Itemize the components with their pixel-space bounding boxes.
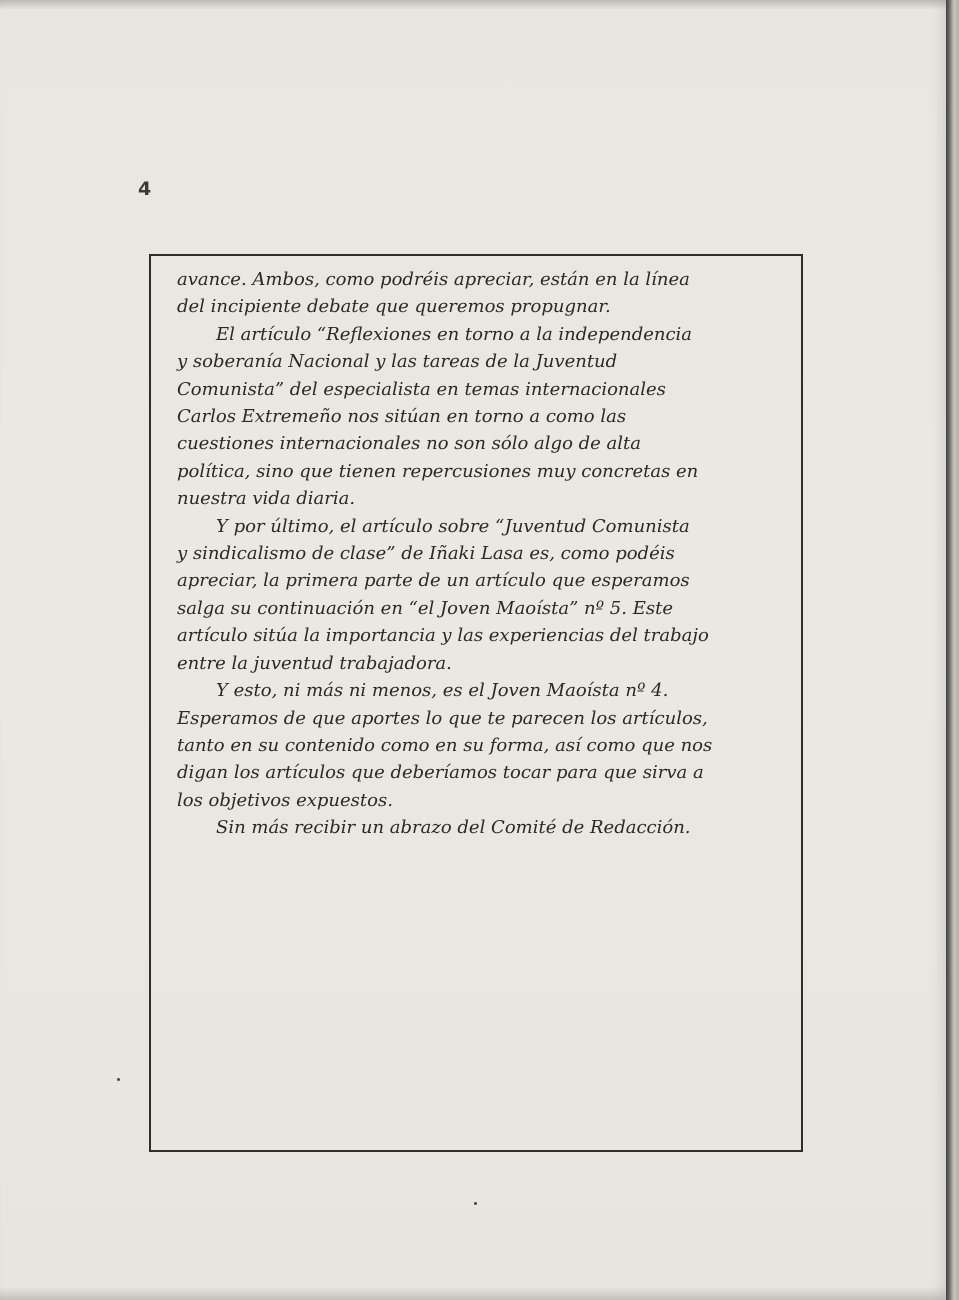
text-line: avance. Ambos, como podréis apreciar, están en la línea xyxy=(177,269,690,290)
text-line: política, sino que tienen repercusiones muy concretas en xyxy=(177,460,699,482)
text-line: Comunista” del especialista en temas internacionales xyxy=(177,378,666,400)
body-text xyxy=(177,266,777,842)
page-number: 4 xyxy=(138,178,152,200)
text-line: los objetivos expuestos. xyxy=(177,789,393,811)
text-line: Carlos Extremeño nos sitúan en torno a como las xyxy=(177,406,627,428)
paper-speck xyxy=(474,1202,477,1205)
text-line: El artículo “Reflexiones en torno a la independencia xyxy=(216,323,693,345)
adjacent-page-edge xyxy=(946,0,959,1300)
text-line: digan los artículos que deberíamos tocar para que sirva a xyxy=(177,762,704,784)
text-line: apreciar, la primera parte de un artículo que esperamos xyxy=(177,570,690,592)
text-line: artículo sitúa la importancia y las experiencias del trabajo xyxy=(177,625,709,647)
text-line: y soberanía Nacional y las tareas de la Juventud xyxy=(177,351,618,373)
text-line: Esperamos de que aportes lo que te parecen los artículos, xyxy=(177,707,708,729)
text-line: tanto en su contenido como en su forma, así como que nos xyxy=(177,734,713,756)
text-line: nuestra vida diaria. xyxy=(177,488,356,510)
text-line: del incipiente debate que queremos propugnar. xyxy=(177,296,611,318)
text-line: cuestiones internacionales no son sólo algo de alta xyxy=(177,433,641,455)
text-line: salga su continuación en “el Joven Maoísta” nº 5. Este xyxy=(177,597,673,619)
page-top-shadow xyxy=(0,0,946,10)
text-line: entre la juventud trabajadora. xyxy=(177,652,452,674)
text-line: y sindicalismo de clase” de Iñaki Lasa es, como podéis xyxy=(177,543,675,565)
text-line: Y por último, el artículo sobre “Juventud Comunista xyxy=(216,515,690,537)
page-bottom-edge xyxy=(0,1286,946,1300)
text-line: Sin más recibir un abrazo del Comité de Redacción. xyxy=(216,817,691,839)
paper-speck xyxy=(117,1078,120,1081)
text-line: Y esto, ni más ni menos, es el Joven Maoísta nº 4. xyxy=(216,680,669,702)
